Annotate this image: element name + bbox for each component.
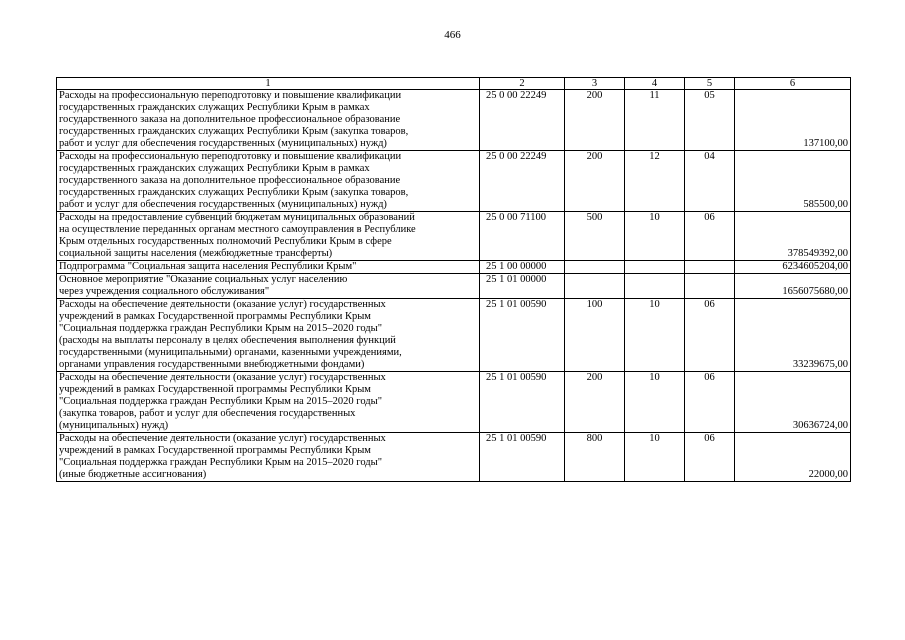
row-vr: 500	[565, 212, 625, 261]
row-rz: 10	[625, 299, 685, 372]
row-pr: 04	[685, 151, 735, 212]
row-description: Расходы на профессиональную переподготовку и повышение квалификации государственных гражданских служащих Республики Крым в рамках государственного заказа на дополнительное профессиональное образование государственных гражданских служащих Республики Крым (закупка товаров, работ и услуг для обеспечения государственных (муниципальных) нужд)	[57, 90, 480, 151]
row-description: Расходы на обеспечение деятельности (оказание услуг) государственных учреждений в рамках Государственной программы Республики Крым "Социальная поддержка граждан Республики Крым на 2015–2020 годы" (закупка товаров, работ и услуг для обеспечения государственных (муниципальных) нужд)	[57, 372, 480, 433]
table-row	[57, 212, 851, 261]
row-description: Расходы на обеспечение деятельности (оказание услуг) государственных учреждений в рамках Государственной программы Республики Крым "Социальная поддержка граждан Республики Крым на 2015–2020 годы" (иные бюджетные ассигнования)	[57, 433, 480, 482]
row-amount: 6234605204,00	[735, 261, 851, 274]
row-pr	[685, 261, 735, 274]
row-vr: 100	[565, 299, 625, 372]
row-code: 25 0 00 71100	[480, 212, 565, 261]
budget-table	[56, 77, 851, 482]
table-row	[57, 299, 851, 372]
row-description: Подпрограмма "Социальная защита населения Республики Крым"	[57, 261, 480, 274]
row-code: 25 0 00 22249	[480, 151, 565, 212]
row-description: Основное мероприятие "Оказание социальных услуг населению через учреждения социального обслуживания"	[57, 274, 480, 299]
row-vr: 200	[565, 372, 625, 433]
table-row	[57, 372, 851, 433]
row-rz	[625, 274, 685, 299]
header-col-3: 3	[565, 78, 625, 90]
row-amount: 1656075680,00	[735, 274, 851, 299]
row-rz: 10	[625, 372, 685, 433]
row-code: 25 1 01 00000	[480, 274, 565, 299]
row-amount: 22000,00	[735, 433, 851, 482]
header-col-5: 5	[685, 78, 735, 90]
row-description: Расходы на профессиональную переподготовку и повышение квалификации государственных гражданских служащих Республики Крым в рамках государственного заказа на дополнительное профессиональное образование государственных гражданских служащих Республики Крым (закупка товаров, работ и услуг для обеспечения государственных (муниципальных) нужд)	[57, 151, 480, 212]
row-pr: 06	[685, 433, 735, 482]
row-amount: 585500,00	[735, 151, 851, 212]
table-row	[57, 274, 851, 299]
row-pr: 06	[685, 299, 735, 372]
row-code: 25 1 01 00590	[480, 372, 565, 433]
row-description: Расходы на предоставление субвенций бюджетам муниципальных образований на осуществление переданных органам местного самоуправления в Республике Крым отдельных государственных полномочий Республики Крым в сфере социальной защиты населения (межбюджетные трансферты)	[57, 212, 480, 261]
row-amount: 378549392,00	[735, 212, 851, 261]
row-code: 25 0 00 22249	[480, 90, 565, 151]
row-vr: 800	[565, 433, 625, 482]
row-code: 25 1 01 00590	[480, 299, 565, 372]
page-number: 466	[444, 29, 461, 41]
row-pr: 06	[685, 372, 735, 433]
row-description: Расходы на обеспечение деятельности (оказание услуг) государственных учреждений в рамках Государственной программы Республики Крым "Социальная поддержка граждан Республики Крым на 2015–2020 годы" (расходы на выплаты персоналу в целях обеспечения выполнения функций государственными (муниципальными) органами, казенными учреждениями, органами управления государственными внебюджетными фондами)	[57, 299, 480, 372]
header-col-4: 4	[625, 78, 685, 90]
header-col-2: 2	[480, 78, 565, 90]
row-amount: 33239675,00	[735, 299, 851, 372]
row-code: 25 1 00 00000	[480, 261, 565, 274]
table-row	[57, 151, 851, 212]
row-pr	[685, 274, 735, 299]
row-rz	[625, 261, 685, 274]
table-row	[57, 261, 851, 274]
row-pr: 06	[685, 212, 735, 261]
table-row	[57, 433, 851, 482]
row-rz: 12	[625, 151, 685, 212]
row-vr	[565, 274, 625, 299]
row-rz: 11	[625, 90, 685, 151]
table-row	[57, 90, 851, 151]
row-amount: 137100,00	[735, 90, 851, 151]
row-vr	[565, 261, 625, 274]
row-code: 25 1 01 00590	[480, 433, 565, 482]
row-amount: 30636724,00	[735, 372, 851, 433]
row-vr: 200	[565, 151, 625, 212]
row-rz: 10	[625, 433, 685, 482]
row-rz: 10	[625, 212, 685, 261]
header-col-1: 1	[57, 78, 480, 90]
row-vr: 200	[565, 90, 625, 151]
header-col-6: 6	[735, 78, 851, 90]
header-row	[57, 78, 851, 90]
row-pr: 05	[685, 90, 735, 151]
